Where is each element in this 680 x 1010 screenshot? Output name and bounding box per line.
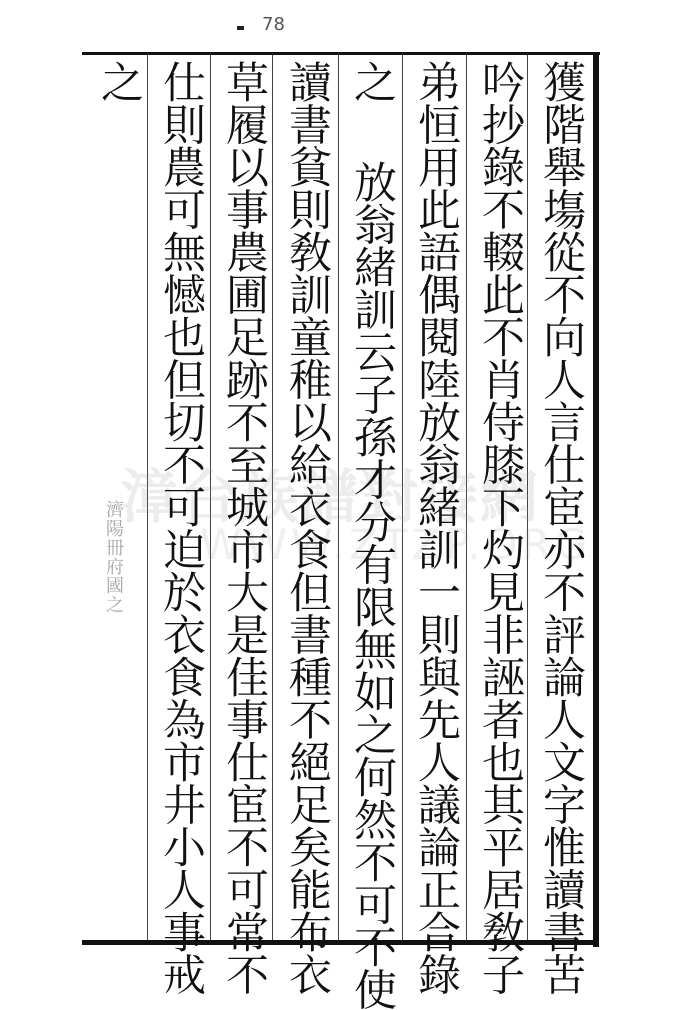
frame-right-border [593, 52, 599, 947]
watermark-url: WWW.ZTZP.ORG [200, 520, 592, 569]
watermark-text: 漳台族譜對接網 [120, 463, 541, 531]
text-column-3: 弟恒用此語偶閱陸放翁緒訓一則與先人議論正合錄 [411, 60, 461, 995]
text-column-1: 獲階舉塲從不向人言仕宦亦不評論人文字惟讀書苦 [536, 60, 586, 995]
text-column-4-start: 之 [347, 60, 397, 103]
text-column-8: 之 [94, 60, 144, 103]
text-column-2: 吟抄錄不輟此不肖侍膝下灼見非誣者也其平居敎子 [475, 60, 525, 995]
text-column-7: 仕則農可無憾也但切不可迫於衣食為市井小人事戒 [156, 60, 206, 995]
ink-mark [237, 26, 244, 30]
text-column-5: 讀書貧則敎訓童稚以給衣食但書種不絕足矣能布衣 [282, 60, 332, 995]
text-column-4: 放翁緒訓云子孫才分有限無如之何然不可不使 [347, 160, 397, 1010]
page-number: 78 [262, 14, 285, 35]
text-column-6: 草履以事農圃足跡不至城市大是佳事仕宦不可常不 [219, 60, 269, 995]
frame-top-border [82, 52, 600, 55]
seal-stamp: 濟陽冊府國之 [103, 500, 124, 614]
